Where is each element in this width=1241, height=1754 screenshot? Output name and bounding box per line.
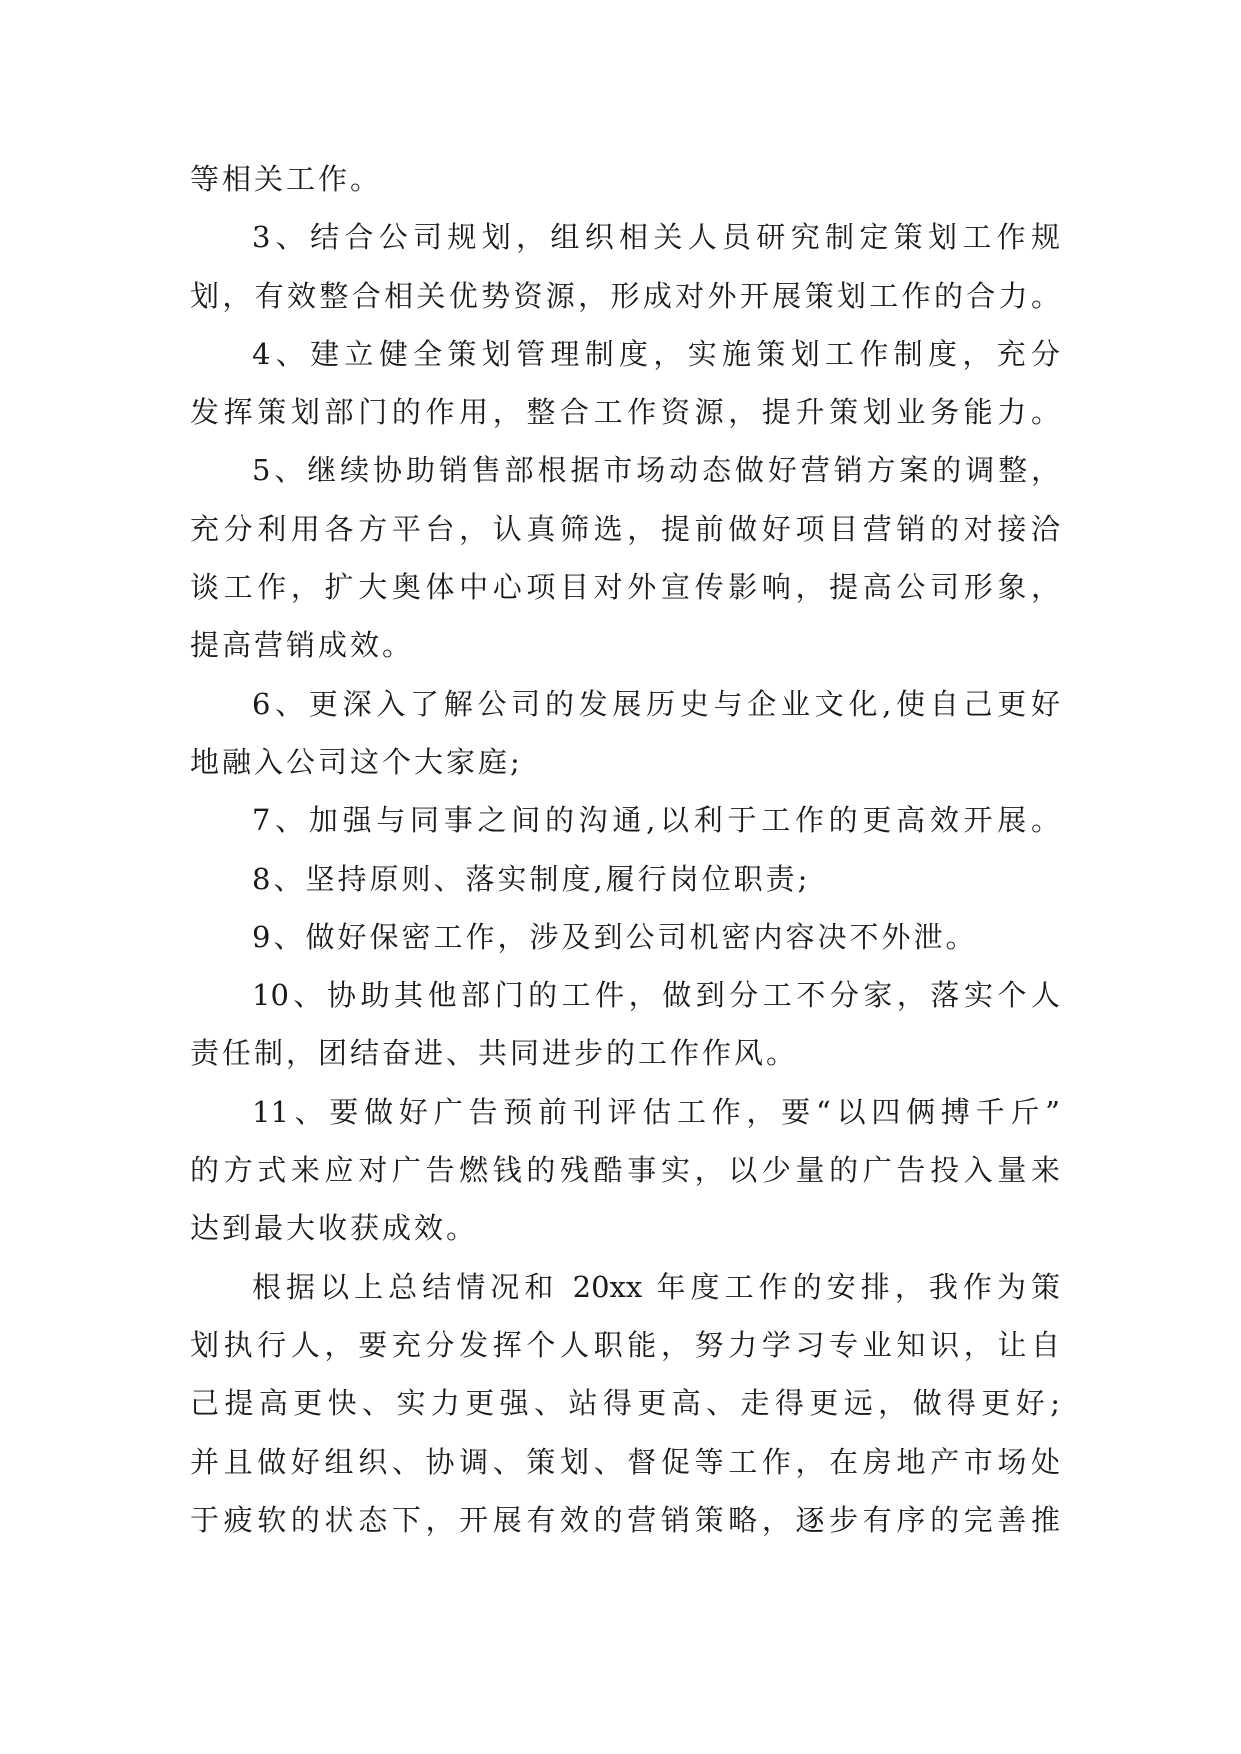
- text-line: 5、继续协助销售部根据市场动态做好营销方案的调整，: [252, 453, 1060, 488]
- text-line: 谈工作，扩大奥体中心项目对外宣传影响，提高公司形象，: [190, 570, 1060, 605]
- text-line: 发挥策划部门的作用，整合工作资源，提升策划业务能力。: [190, 395, 1060, 430]
- text-line: 达到最大收获成效。: [190, 1211, 479, 1246]
- text-line: 等相关工作。: [190, 162, 383, 196]
- text-line: 4、建立健全策划管理制度，实施策划工作制度，充分: [252, 336, 1060, 371]
- text-line: 10、协助其他部门的工件，做到分工不分家，落实个人: [252, 978, 1060, 1013]
- document-body: [190, 150, 1060, 1549]
- text-line: 责任制，团结奋进、共同进步的工作作风。: [190, 1036, 799, 1071]
- text-line: 地融入公司这个大家庭;: [190, 744, 523, 779]
- text-line: 8、坚持原则、落实制度,履行岗位职责;: [252, 861, 811, 896]
- text-line: 3、结合公司规划，组织相关人员研究制定策划工作规: [252, 220, 1060, 255]
- text-line: 根据以上总结情况和 20xx 年度工作的安排，我作为策: [252, 1269, 1060, 1304]
- text-line: 的方式来应对广告燃钱的残酷事实，以少量的广告投入量来: [190, 1153, 1060, 1188]
- text-line: 11、要做好广告预前刊评估工作，要“以四俩搏千斤”: [252, 1094, 1060, 1129]
- text-line: 9、做好保密工作，涉及到公司机密内容决不外泄。: [252, 919, 978, 954]
- text-line: 己提高更快、实力更强、站得更高、走得更远，做得更好;: [190, 1386, 1060, 1421]
- text-line: 划执行人，要充分发挥个人职能，努力学习专业知识，让自: [190, 1327, 1060, 1362]
- text-line: 划，有效整合相关优势资源，形成对外开展策划工作的合力。: [190, 278, 1060, 313]
- text-line: 7、加强与同事之间的沟通,以利于工作的更高效开展。: [252, 803, 1060, 838]
- text-line: 并且做好组织、协调、策划、督促等工作，在房地产市场处: [190, 1444, 1060, 1479]
- text-line: 提高营销成效。: [190, 628, 415, 663]
- text-line: 充分利用各方平台，认真筛选，提前做好项目营销的对接洽: [190, 511, 1060, 546]
- text-line: 于疲软的状态下，开展有效的营销策略，逐步有序的完善推: [190, 1502, 1060, 1537]
- text-line: 6、更深入了解公司的发展历史与企业文化,使自己更好: [252, 686, 1060, 721]
